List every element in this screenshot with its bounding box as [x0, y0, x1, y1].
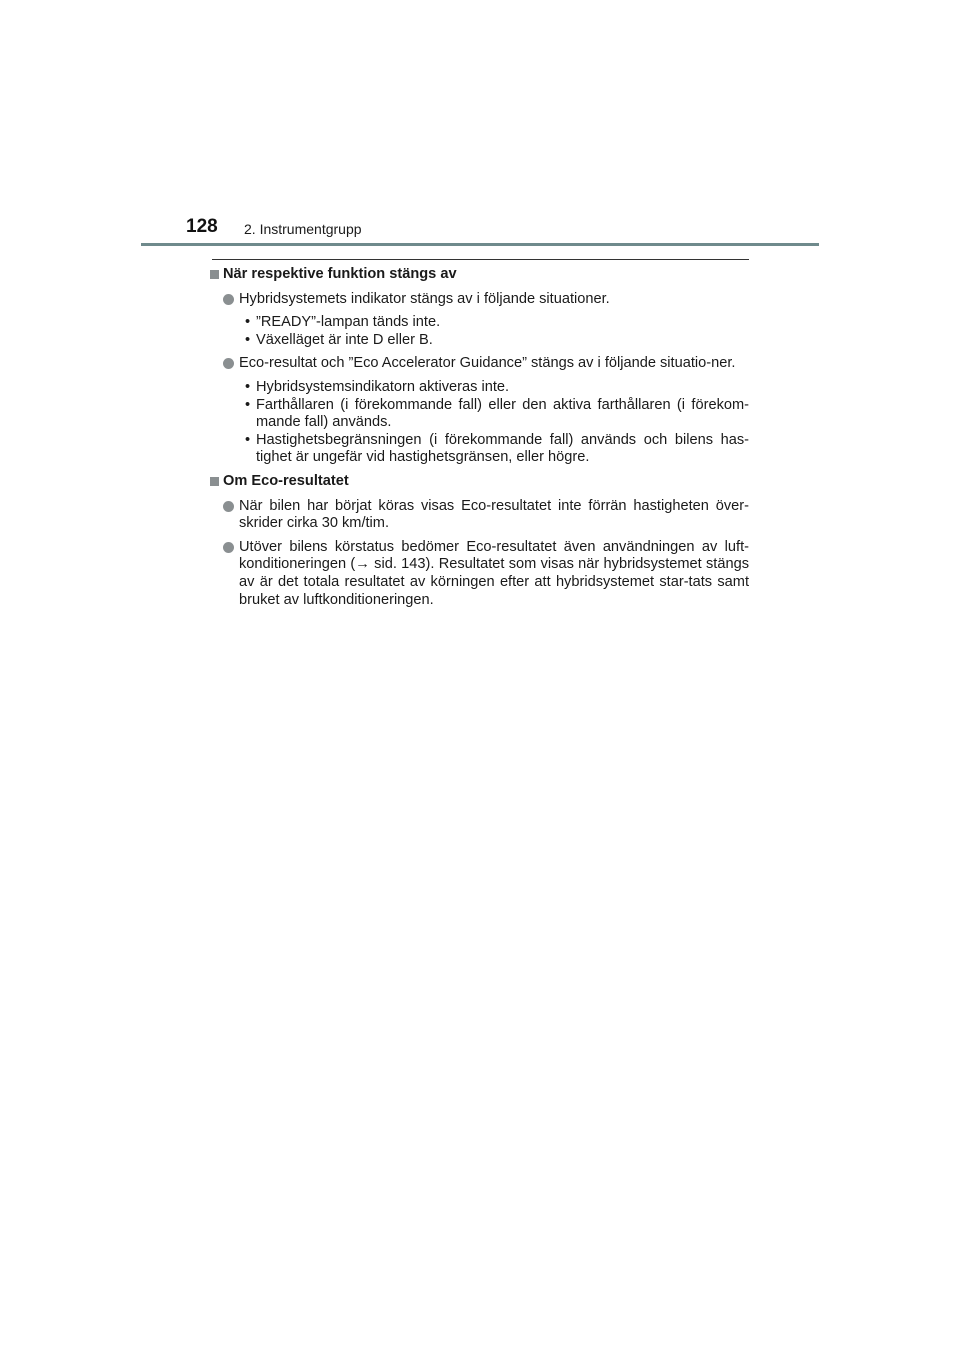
sub-list-item-text: Växelläget är inte D eller B.: [256, 331, 433, 348]
list-item: [208, 355, 749, 373]
sub-list-item: • Farthållaren (i förekommande fall) eller den aktiva farthållaren (i förekom-mande fall) används.: [245, 396, 749, 431]
sub-list: [208, 314, 749, 349]
sub-list-item: • Hybridsystemsindikatorn aktiveras inte.: [245, 378, 510, 395]
sub-list-item-text: Hastighetsbegränsningen (i förekommande fall) används och bilens has-tighet är ungefär vid hastighetsgränsen, eller högre.: [256, 431, 749, 466]
circle-bullet-icon: [223, 358, 234, 369]
square-bullet-icon: [210, 477, 219, 486]
circle-bullet-icon: [223, 542, 234, 553]
sub-list-item-text: Farthållaren (i förekommande fall) eller den aktiva farthållaren (i förekom-mande fall) används.: [256, 396, 749, 431]
sub-list-item: • Växelläget är inte D eller B.: [245, 331, 433, 348]
list-item-text: Hybridsystemets indikator stängs av i följande situationer.: [239, 290, 610, 307]
section-heading-text: Om Eco-resultatet: [223, 472, 349, 489]
square-bullet-icon: [210, 270, 219, 279]
page-number: 128: [186, 216, 218, 237]
list-item: [208, 291, 749, 309]
section-heading-text: När respektive funktion stängs av: [223, 266, 457, 282]
sub-list-item-text: Hybridsystemsindikatorn aktiveras inte.: [256, 378, 510, 395]
page-content: [208, 262, 749, 615]
header-divider: [141, 243, 819, 246]
sub-list: [208, 379, 749, 467]
sub-list-item-text: ”READY”-lampan tänds inte.: [256, 314, 441, 331]
sub-list-item: • ”READY”-lampan tänds inte.: [245, 314, 441, 331]
list-item-text: Eco-resultat och ”Eco Accelerator Guidance” stängs av i följande situatio-ner.: [239, 355, 736, 372]
list-item-text: Utöver bilens körstatus bedömer Eco-resultatet även användningen av luft-konditioneringen (→ sid. 143). Resultatet som visas när hybridsystemet stängs av är det totala resultatet av körningen efter att hybridsystemet star-tats samt bruket av luftkonditioneringen.: [239, 538, 749, 608]
list-item: [208, 539, 749, 609]
list-item: [208, 498, 749, 533]
sub-list-item: • Hastighetsbegränsningen (i förekommande fall) används och bilens has-tighet är ungefär vid hastighetsgränsen, eller högre.: [245, 431, 749, 466]
chapter-title: 2. Instrumentgrupp: [244, 221, 362, 237]
list-item-text: När bilen har börjat köras visas Eco-resultatet inte förrän hastigheten över-skrider cirka 30 km/tim.: [239, 497, 749, 532]
section-heading: [208, 266, 749, 284]
circle-bullet-icon: [223, 294, 234, 305]
section-heading: [208, 473, 749, 491]
circle-bullet-icon: [223, 501, 234, 512]
section-divider: [212, 259, 749, 260]
